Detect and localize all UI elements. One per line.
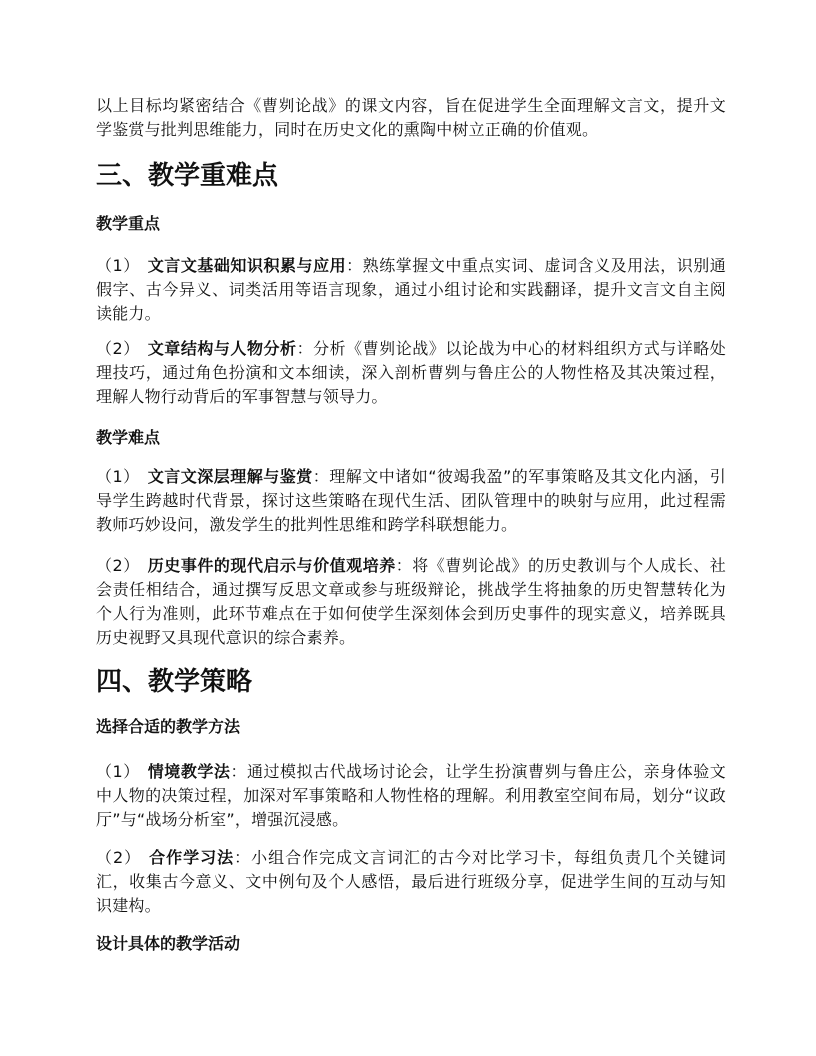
difficulty-heading: 教学难点	[96, 428, 161, 447]
methods-heading-block	[96, 715, 726, 739]
section-3-title: 三、教学重难点	[96, 161, 279, 191]
item-lead: 文章结构与人物分析	[147, 339, 297, 358]
difficulty-item-2	[96, 554, 726, 650]
item-lead: 文言文基础知识积累与应用	[147, 256, 347, 275]
item-lead: 历史事件的现代启示与价值观培养	[147, 556, 396, 575]
item-lead: 合作学习法	[149, 848, 235, 867]
difficulty-heading-block	[96, 426, 726, 450]
item-text: ：通过模拟古代战场讨论会，让学生扮演曹刿与鲁庄公，亲身体验文中人物的决策过程，加深对军事策略和人物性格的理解。利用教室空间布局，划分“议政厅”与“战场分析室”，增强沉浸感。	[96, 762, 726, 829]
item-number: （1）	[96, 256, 140, 275]
section-4-title: 四、教学策略	[96, 667, 253, 697]
item-number: （2）	[96, 848, 142, 867]
item-text: ：分析《曹刿论战》以论战为中心的材料组织方式与详略处理技巧，通过角色扮演和文本细读，深入剖析曹刿与鲁庄公的人物性格及其决策过程，理解人物行动背后的军事智慧与领导力。	[96, 339, 727, 406]
activities-heading-block	[96, 932, 726, 956]
difficulty-item-1	[96, 465, 726, 537]
focus-item-2	[96, 337, 726, 409]
item-text: ：将《曹刿论战》的历史教训与个人成长、社会责任相结合，通过撰写反思文章或参与班级辩论，挑战学生将抽象的历史智慧转化为个人行为准则，此环节难点在于如何使学生深刻体会到历史事件的现实意义，培养既具历史视野又具现代意识的综合素养。	[96, 556, 726, 647]
item-text: ：小组合作完成文言词汇的古今对比学习卡，每组负责几个关键词汇，收集古今意义、文中例句及个人感悟，最后进行班级分享，促进学生间的互动与知识建构。	[96, 848, 726, 915]
item-lead: 情境教学法	[147, 762, 231, 781]
section-4-title-block	[96, 666, 726, 698]
focus-item-1	[96, 254, 726, 326]
item-number: （2）	[96, 556, 140, 575]
item-lead: 文言文深层理解与鉴赏	[147, 467, 313, 486]
item-number: （1）	[96, 762, 140, 781]
methods-item-2	[96, 846, 726, 918]
item-text: ：熟练掌握文中重点实词、虚词含义及用法，识别通假字、古今异义、词类活用等语言现象，通过小组讨论和实践翻译，提升文言文自主阅读能力。	[96, 256, 726, 323]
methods-heading: 选择合适的教学方法	[96, 717, 241, 736]
methods-item-1	[96, 760, 726, 832]
focus-heading-block	[96, 212, 726, 236]
focus-heading: 教学重点	[96, 214, 161, 233]
item-number: （2）	[96, 339, 140, 358]
intro-paragraph-block	[96, 94, 726, 142]
item-number: （1）	[96, 467, 140, 486]
intro-paragraph: 以上目标均紧密结合《曹刿论战》的课文内容，旨在促进学生全面理解文言文，提升文学鉴赏与批判思维能力，同时在历史文化的熏陶中树立正确的价值观。	[96, 96, 726, 139]
activities-heading: 设计具体的教学活动	[96, 934, 241, 953]
item-text: ：理解文中诸如“彼竭我盈”的军事策略及其文化内涵，引导学生跨越时代背景，探讨这些策略在现代生活、团队管理中的映射与应用，此过程需教师巧妙设问，激发学生的批判性思维和跨学科联想能力。	[96, 467, 726, 534]
section-3-title-block	[96, 160, 726, 192]
